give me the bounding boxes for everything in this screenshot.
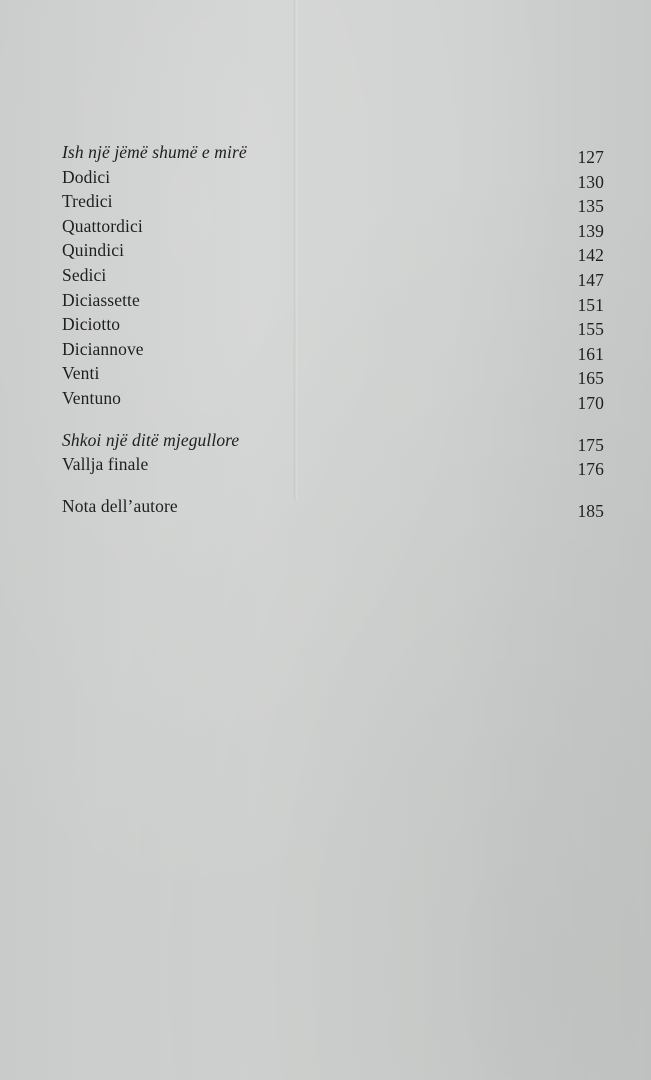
toc-entry-title: Tredici bbox=[62, 191, 113, 212]
toc-group-section bbox=[62, 428, 604, 480]
toc-entry bbox=[62, 140, 604, 165]
toc-entry-page: 142 bbox=[577, 245, 604, 266]
toc-entry-page: 176 bbox=[577, 459, 604, 480]
toc-entry-page: 165 bbox=[577, 368, 604, 389]
toc-entry-page: 185 bbox=[577, 500, 604, 521]
toc-entry-page: 161 bbox=[577, 343, 604, 364]
table-of-contents bbox=[62, 140, 604, 521]
toc-entry-page: 139 bbox=[577, 220, 604, 241]
toc-entry-title: Vallja finale bbox=[62, 454, 149, 475]
toc-entry-title: Shkoi një ditë mjegullore bbox=[62, 429, 240, 450]
toc-entry bbox=[62, 165, 604, 190]
toc-group-notes bbox=[62, 494, 604, 519]
toc-entry bbox=[62, 386, 604, 411]
toc-entry-page: 147 bbox=[577, 269, 604, 290]
toc-entry bbox=[62, 214, 604, 239]
toc-group-chapters bbox=[62, 140, 604, 411]
toc-entry-title: Ish një jëmë shumë e mirë bbox=[62, 142, 247, 162]
toc-entry-page: 130 bbox=[577, 171, 604, 192]
toc-entry bbox=[62, 263, 604, 288]
toc-entry-page: 151 bbox=[577, 294, 604, 315]
toc-entry-title: Diciotto bbox=[62, 314, 121, 335]
toc-entry-title: Dodici bbox=[62, 166, 111, 187]
toc-entry bbox=[62, 238, 604, 266]
toc-entry bbox=[62, 312, 604, 340]
toc-entry bbox=[62, 494, 604, 519]
toc-entry bbox=[62, 452, 604, 480]
toc-entry bbox=[62, 337, 604, 362]
toc-entry-page: 170 bbox=[577, 392, 604, 413]
toc-entry-page: 175 bbox=[577, 434, 604, 455]
toc-entry bbox=[62, 288, 604, 313]
toc-entry-page: 135 bbox=[577, 196, 604, 217]
toc-entry-title: Diciassette bbox=[62, 289, 140, 310]
toc-entry bbox=[62, 428, 604, 453]
toc-entry-title: Quattordici bbox=[62, 215, 143, 236]
toc-entry-title: Diciannove bbox=[62, 338, 144, 359]
toc-entry-title: Sedici bbox=[62, 264, 107, 285]
toc-entry-page: 155 bbox=[577, 319, 604, 340]
toc-entry-title: Ventuno bbox=[62, 387, 122, 408]
toc-entry bbox=[62, 189, 604, 217]
toc-entry-title: Venti bbox=[62, 363, 100, 384]
toc-entry-title: Nota dell’autore bbox=[62, 495, 178, 516]
toc-entry bbox=[62, 361, 604, 389]
toc-entry-title: Quindici bbox=[62, 240, 125, 261]
toc-entry-page: 127 bbox=[577, 147, 604, 167]
